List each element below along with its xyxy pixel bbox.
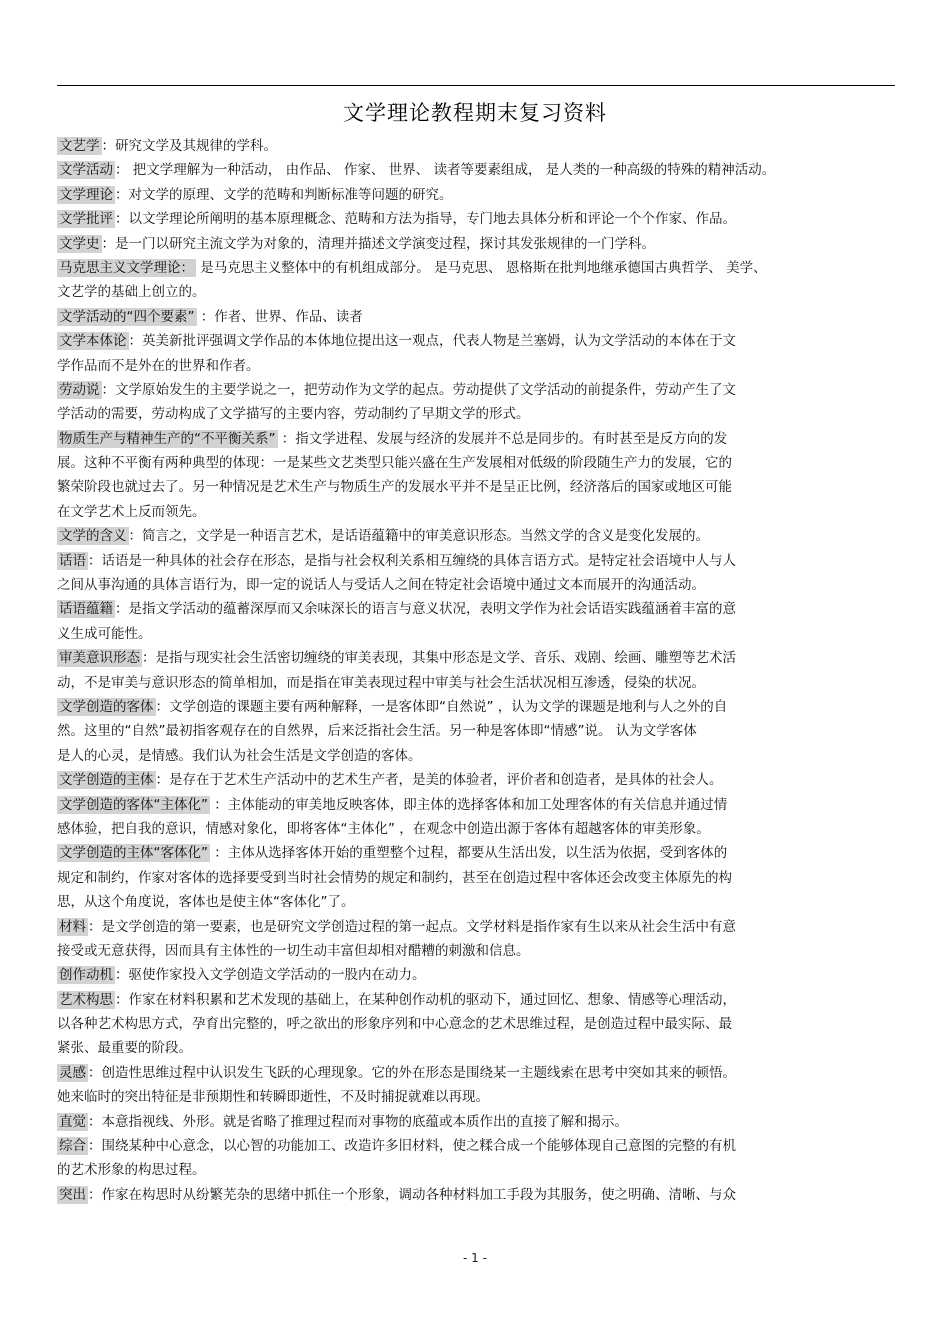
definition-entry (57, 841, 897, 914)
entry-text: 展。这种不平衡有两种典型的体现：一是某些文艺类型只能兴盛在生产发展相对低级的阶段随生产力的发展，它的 (57, 455, 732, 472)
term-highlight: 材料 (59, 918, 86, 935)
entry-line (57, 817, 897, 841)
entry-line (57, 378, 897, 402)
term-highlight: 文学活动的“四个要素” (59, 308, 195, 325)
definition-entry (57, 1061, 897, 1110)
entry-line (57, 622, 897, 646)
entry-line (57, 597, 897, 621)
entry-text: ：话语是一种具体的社会存在形态，是指与社会权利关系相互缠绕的具体言语方式。是特定社会语境中人与人 (88, 552, 736, 569)
term-highlight: 话语 (59, 552, 86, 569)
document-body (57, 134, 897, 1207)
entry-text: 文艺学的基础上创立的。 (57, 284, 206, 301)
entry-line (57, 1012, 897, 1036)
entry-text: ：作家在构思时从纷繁芜杂的思绪中抓住一个形象，调动各种材料加工手段为其服务，使之明确、清晰、与众 (88, 1186, 736, 1203)
entry-line (57, 451, 897, 475)
term-highlight: 文学理论 (59, 186, 113, 203)
definition-entry (57, 305, 897, 329)
page-number: - 1 - (463, 1251, 487, 1265)
term-highlight: 文学活动 (59, 162, 113, 179)
entry-line (57, 475, 897, 499)
term-highlight: 创作动机 (59, 967, 113, 984)
entry-line (57, 549, 897, 573)
entry-line (57, 915, 897, 939)
entry-text: ：对文学的原理、文学的范畴和判断标准等问题的研究。 (115, 186, 453, 203)
entry-line (57, 158, 897, 182)
top-rule (57, 85, 895, 86)
definition-entry (57, 256, 897, 305)
definition-entry (57, 597, 897, 646)
entry-line (57, 1183, 897, 1207)
entry-line (57, 1061, 897, 1085)
entry-text: ：驱使作家投入文学创造文学活动的一股内在动力。 (115, 967, 426, 984)
entry-text: 以各种艺术构思方式，孕育出完整的，呼之欲出的形象序列和中心意念的艺术思维过程，是创造过程中最实际、最 (57, 1016, 732, 1033)
entry-line (57, 671, 897, 695)
entry-text: 动，不是审美与意识形态的简单相加，而是指在审美表现过程中审美与社会生活状况相互渗透，侵染的状况。 (57, 674, 705, 691)
entry-line (57, 500, 897, 524)
definition-entry (57, 915, 897, 964)
definition-entry (57, 183, 897, 207)
term-highlight: 马克思主义文学理论： (59, 259, 194, 276)
term-highlight: 文学创造的主体 (59, 772, 154, 789)
definition-entry (57, 1110, 897, 1134)
term-highlight: 灵感 (59, 1064, 86, 1081)
entry-text: ：作家在材料积累和艺术发现的基础上，在某种创作动机的驱动下，通过回忆、想象、情感等心理活动， (115, 991, 736, 1008)
entry-line (57, 280, 897, 304)
entry-line (57, 1036, 897, 1060)
entry-text: ：是文学创造的第一要素，也是研究文学创造过程的第一起点。文学材料是指作家有生以来从社会生活中有意 (88, 918, 736, 935)
entry-line (57, 402, 897, 426)
entry-text: 在文学艺术上反而领先。 (57, 503, 206, 520)
definition-entry (57, 207, 897, 231)
definition-entry (57, 988, 897, 1061)
term-highlight: 话语蕴籍 (59, 601, 113, 618)
entry-text: 的艺术形象的构思过程。 (57, 1162, 206, 1179)
entry-line (57, 646, 897, 670)
entry-text: 接受或无意获得，因而具有主体性的一切生动丰富但却相对醋糟的刺激和信息。 (57, 942, 530, 959)
term-highlight: 文艺学 (59, 138, 100, 154)
entry-line (57, 1110, 897, 1134)
term-highlight: 艺术构思 (59, 991, 113, 1008)
term-highlight: 文学批评 (59, 211, 113, 228)
term-highlight: 直觉 (59, 1113, 86, 1130)
entry-line (57, 232, 897, 256)
entry-line (57, 1134, 897, 1158)
definition-entry (57, 158, 897, 182)
entry-line (57, 988, 897, 1012)
definition-entry (57, 134, 897, 158)
entry-line (57, 866, 897, 890)
entry-line (57, 768, 897, 792)
entry-line (57, 354, 897, 378)
entry-text: ：指文学进程、发展与经济的发展并不总是同步的。有时甚至是反方向的发 (277, 430, 728, 447)
entry-text: ：是指文学活动的蕴蓄深厚而又余味深长的语言与意义状况，表明文学作为社会话语实践蕴涵着丰富的意 (115, 601, 736, 618)
term-highlight: 文学史 (59, 235, 100, 252)
entry-text: ：主体能动的审美地反映客体，即主体的选择客体和加工处理客体的有关信息并通过情 (210, 796, 728, 813)
entry-text: ：创造性思维过程中认识发生飞跃的心理现象。它的外在形态是围绕某一主题线索在思考中突如其来的顿悟。 (88, 1064, 736, 1081)
entry-text: 紧张、最重要的阶段。 (57, 1040, 192, 1057)
entry-text: ：本意指视线、外形。就是省略了推理过程而对事物的底蕴或本质作出的直接了解和揭示。 (88, 1113, 628, 1130)
entry-text: 她来临时的突出特征是非预期性和转瞬即逝性，不及时捕捉就难以再现。 (57, 1089, 489, 1106)
entry-text: ：是指与现实社会生活密切缠绕的审美表现，其集中形态是文学、音乐、戏剧、绘画、雕塑等艺术活 (142, 650, 736, 667)
entry-text: ：以文学理论所阐明的基本原理概念、范畴和方法为指导，专门地去具体分析和评论一个个作家、作品。 (115, 211, 736, 228)
entry-text: ：文学创造的课题主要有两种解释，一是客体即“自然说” ，认为文学的课题是地利与人之外的自 (155, 698, 728, 715)
entry-text: ：是存在于艺术生产活动中的艺术生产者，是美的体验者，评价者和创造者，是具体的社会人。 (155, 772, 723, 789)
definition-entry (57, 427, 897, 525)
definition-entry (57, 378, 897, 427)
definition-entry (57, 793, 897, 842)
entry-line (57, 793, 897, 817)
definition-entry (57, 963, 897, 987)
term-highlight: 物质生产与精神生产的“不平衡关系” (59, 430, 276, 447)
term-highlight: 文学的含义 (59, 528, 127, 545)
entry-line (57, 695, 897, 719)
entry-line (57, 524, 897, 548)
entry-text: ：研究文学及其规律的学科。 (101, 138, 277, 154)
entry-line (57, 841, 897, 865)
definition-entry (57, 646, 897, 695)
entry-line (57, 744, 897, 768)
entry-line (57, 134, 897, 158)
entry-line (57, 256, 897, 280)
entry-text: ：简言之，文学是一种语言艺术，是话语蕴籍中的审美意识形态。当然文学的含义是变化发展的。 (128, 528, 709, 545)
entry-line (57, 1158, 897, 1182)
entry-text: 是人的心灵，是情感。我们认为社会生活是文学创造的客体。 (57, 747, 422, 764)
entry-text: 是马克思主义整体中的有机组成部分。 是马克思、 恩格斯在批判地继承德国古典哲学、 美学、 (196, 259, 767, 276)
entry-text: ：作者、世界、作品、读者 (196, 308, 363, 325)
entry-text: ：文学原始发生的主要学说之一，把劳动作为文学的起点。劳动提供了文学活动的前提条件，劳动产生了文 (101, 381, 736, 398)
entry-text: ：英美新批评强调文学作品的本体地位提出这一观点，代表人物是兰塞姆，认为文学活动的本体在于文 (128, 333, 736, 350)
term-highlight: 综合 (59, 1138, 86, 1155)
term-highlight: 文学本体论 (59, 333, 127, 350)
entry-text: 义生成可能性。 (57, 625, 152, 642)
entry-text: 思，从这个角度说，客体也是使主体“客体化”了。 (57, 894, 355, 911)
term-highlight: 文学创造的客体“主体化” (59, 796, 208, 813)
entry-text: ： 把文学理解为一种活动， 由作品、 作家、 世界、 读者等要素组成， 是人类的一种高级的特殊的精神活动。 (115, 162, 776, 179)
term-highlight: 文学创造的主体“客体化” (59, 845, 208, 862)
entry-line (57, 939, 897, 963)
term-highlight: 劳动说 (59, 381, 100, 398)
entry-line (57, 963, 897, 987)
definition-entry (57, 768, 897, 792)
term-highlight: 文学创造的客体 (59, 698, 154, 715)
document-title: 文学理论教程期末复习资料 (343, 101, 607, 125)
entry-text: ：围绕某种中心意念，以心智的功能加工、改造许多旧材料，使之糅合成一个能够体现自己意图的完整的有机 (88, 1138, 736, 1155)
entry-text: 规定和制约，作家对客体的选择要受到当时社会情势的规定和制约，甚至在创造过程中客体还会改变主体原先的构 (57, 869, 732, 886)
definition-entry (57, 549, 897, 598)
entry-text: ：主体从选择客体开始的重塑整个过程，都要从生活出发，以生活为依据，受到客体的 (210, 845, 728, 862)
entry-text: 然。这里的“自然”最初指客观存在的自然界，后来泛指社会生活。另一种是客体即“情感”说。 认为文学客体 (57, 723, 697, 740)
definition-entry (57, 1134, 897, 1183)
term-highlight: 审美意识形态 (59, 650, 140, 667)
entry-line (57, 207, 897, 231)
entry-line (57, 719, 897, 743)
entry-text: 学活动的需要，劳动构成了文学描写的主要内容，劳动制约了早期文学的形式。 (57, 406, 530, 423)
entry-line (57, 183, 897, 207)
definition-entry (57, 329, 897, 378)
entry-line (57, 890, 897, 914)
definition-entry (57, 695, 897, 768)
entry-line (57, 305, 897, 329)
entry-text: 之间从事沟通的具体言语行为，即一定的说话人与受话人之间在特定社会语境中通过文本而展开的沟通活动。 (57, 577, 705, 594)
definition-entry (57, 524, 897, 548)
entry-line (57, 427, 897, 451)
entry-text: 学作品而不是外在的世界和作者。 (57, 357, 260, 374)
definition-entry (57, 1183, 897, 1207)
entry-text: 感体验，把自我的意识，情感对象化，即将客体“主体化” ，在观念中创造出源于客体有超越客体的审美形象。 (57, 820, 710, 837)
entry-line (57, 573, 897, 597)
entry-line (57, 329, 897, 353)
entry-text: ：是一门以研究主流文学为对象的，清理并描述文学演变过程，探讨其发张规律的一门学科。 (101, 235, 655, 252)
entry-line (57, 1085, 897, 1109)
entry-text: 繁荣阶段也就过去了。另一种情况是艺术生产与物质生产的发展水平并不是呈正比例，经济落后的国家或地区可能 (57, 479, 732, 496)
term-highlight: 突出 (59, 1186, 86, 1203)
definition-entry (57, 232, 897, 256)
